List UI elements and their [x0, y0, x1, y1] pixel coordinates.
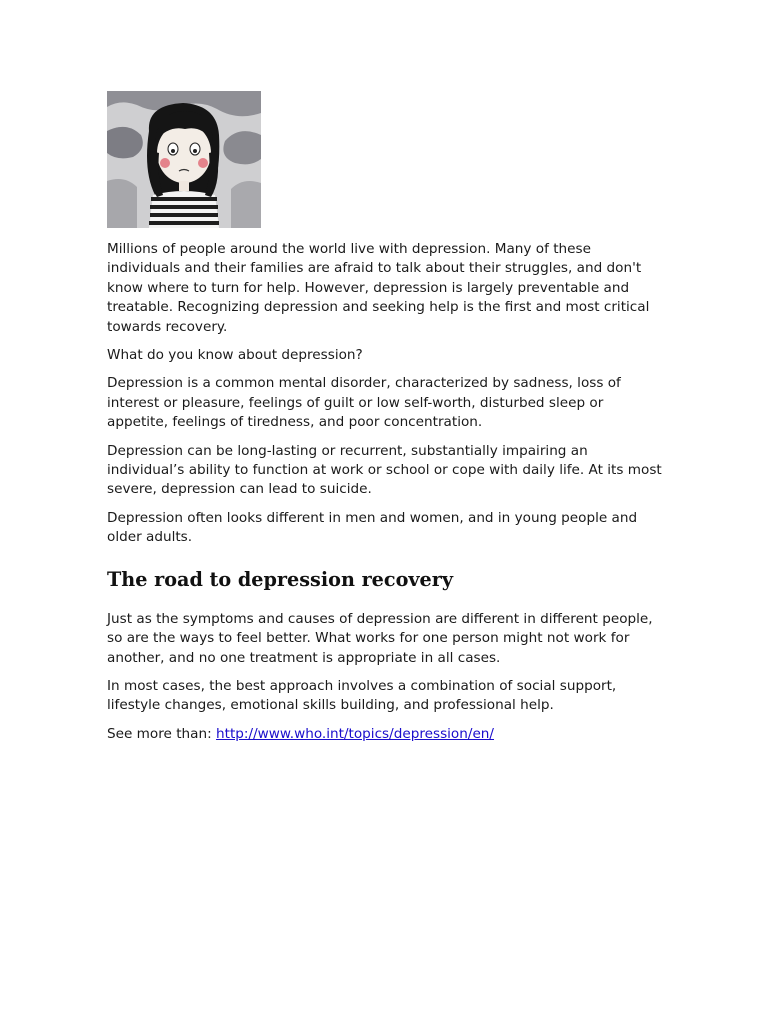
section-heading: The road to depression recovery	[107, 567, 453, 591]
severity-paragraph: Depression can be long-lasting or recurrent, substantially impairing an individual’s ability to function at work or school or cope with daily life. At its most severe, depression can lead to suicide.	[107, 442, 662, 498]
who-link[interactable]: http://www.who.int/topics/depression/en/	[216, 725, 494, 742]
intro-paragraph: Millions of people around the world live with depression. Many of these individuals and their families are afraid to talk about their struggles, and don't know where to turn for help. However, depression is largely preventable and treatable. Recognizing depression and seeking help is the first and most critical towards recovery.	[107, 241, 650, 335]
see-more-line	[107, 725, 667, 744]
approach-paragraph: In most cases, the best approach involves a combination of social support, lifestyle changes, emotional skills building, and professional help.	[107, 677, 617, 714]
question-line: What do you know about depression?	[107, 347, 363, 364]
definition-paragraph: Depression is a common mental disorder, characterized by sadness, loss of interest or pleasure, feelings of guilt or low self-worth, disturbed sleep or appetite, feelings of tiredness, and poor concentration.	[107, 375, 621, 431]
differences-paragraph: Depression often looks different in men and women, and in young people and older adults.	[107, 509, 638, 546]
sad-girl-illustration	[107, 91, 261, 228]
see-more-label: See more than:	[107, 725, 217, 742]
document-page	[107, 91, 667, 753]
recovery-paragraph: Just as the symptoms and causes of depression are different in different people, so are the ways to feel better. What works for one person might not work for another, and no one treatment is appropriate in all cases.	[107, 610, 653, 666]
